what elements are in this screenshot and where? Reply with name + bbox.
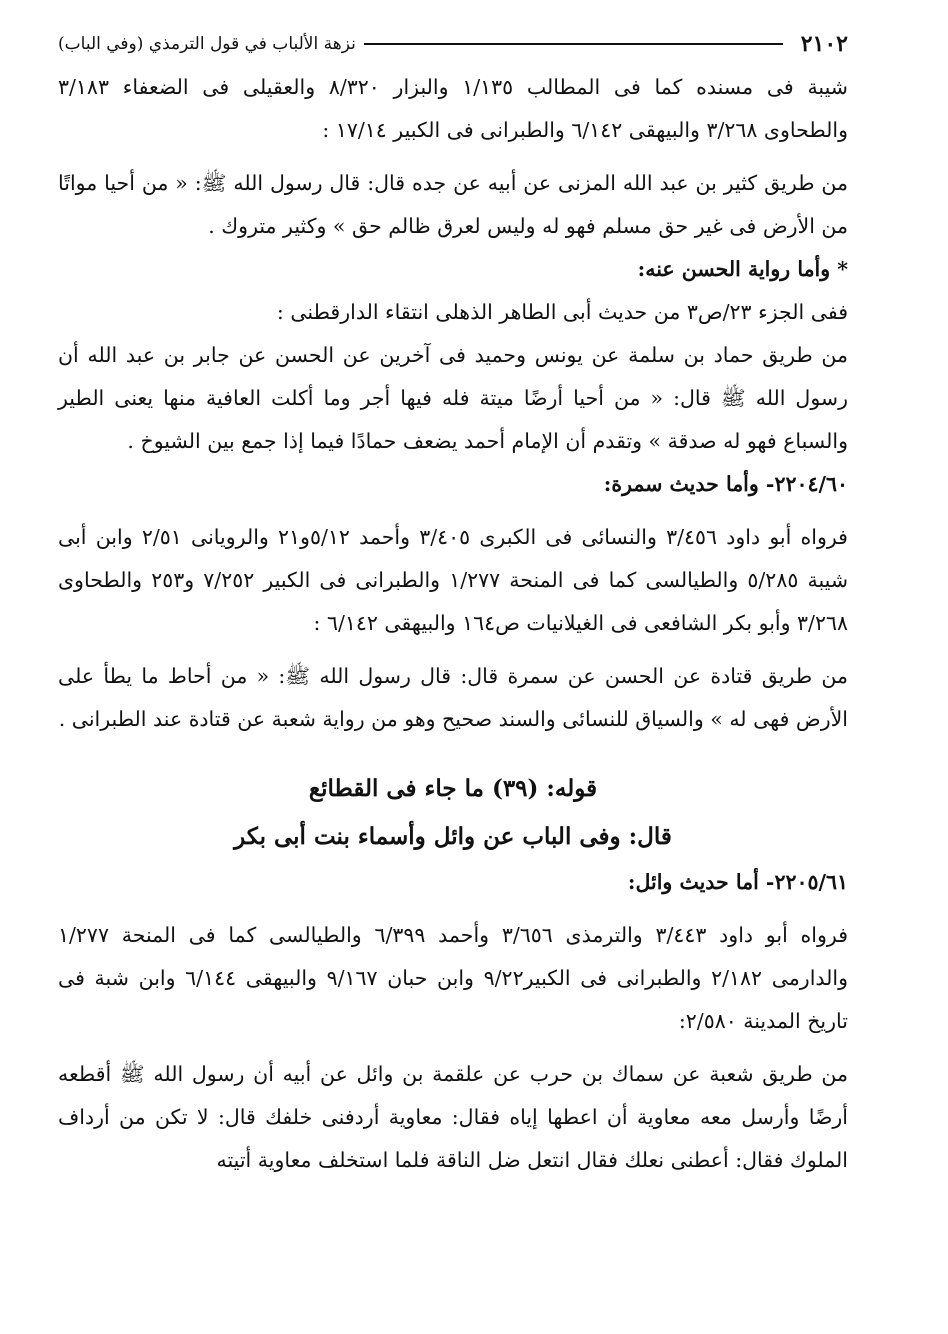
page-number: ٢١٠٢ <box>800 31 848 57</box>
paragraph-hadith-samura: من طريق قتادة عن الحسن عن سمرة قال: قال رسول الله ﷺ: « من أحاط ما يطأ على الأرض فهى له » والسياق للنسائى والسند صحيح وهو من رواية شعبة عن قتادة عند الطبرانى . <box>58 664 848 731</box>
header-rule <box>364 43 783 45</box>
heading-hasan-narration: * وأما رواية الحسن عنه: <box>637 257 848 281</box>
paragraph-sources-1: شيبة فى مسنده كما فى المطالب ١/١٣٥ والبزار ٨/٣٢٠ والعقيلى فى الضعفاء ٣/١٨٣ والطحاوى ٣/٢٦٨ والبيهقى ٦/١٤٢ والطبرانى فى الكبير ١٧/١٤ : <box>58 75 848 142</box>
chapter-title: قوله: (٣٩) ما جاء فى القطائع <box>308 775 598 802</box>
paragraph-samura-sources: فرواه أبو داود ٣/٤٥٦ والنسائى فى الكبرى ٣/٤٠٥ وأحمد ٥/١٢و٢١ والرويانى ٢/٥١ وابن أبى شيبة ٥/٢٨٥ والطيالسى كما فى المنحة ١/٢٧٧ والطبرانى فى الكبير ٧/٢٥٢ و٢٥٣ والطحاوى ٣/٢٦٨ وأبو بكر الشافعى فى الغيلانيات ص١٦٤ والبيهقى ٦/١٤٢ : <box>58 525 848 635</box>
paragraph-juz-source: ففى الجزء ٢٣/ص٣ من حديث أبى الطاهر الذهلى انتقاء الدارقطنى : <box>276 300 848 324</box>
chapter-subtitle: قال: وفى الباب عن وائل وأسماء بنت أبى بكر <box>234 823 672 850</box>
running-title: نزهة الألباب في قول الترمذي (وفي الباب) <box>58 34 356 54</box>
paragraph-hadith-jabir: من طريق حماد بن سلمة عن يونس وحميد فى آخرين عن الحسن عن جابر بن عبد الله أن رسول الله ﷺ قال: « من أحيا أرضًا ميتة فله فيها أجر وما أكلت العافية منها يعنى الطير والسباع فهو له صدقة » وتقدم أن الإمام أحمد يضعف حمادًا فيما إذا جمع بين الشيوخ . <box>58 343 848 453</box>
paragraph-hadith-wail: من طريق شعبة عن سماك بن حرب عن علقمة بن وائل عن أبيه أن رسول الله ﷺ أقطعه أرضًا وأرسل معه معاوية أن اعطها إياه فقال: معاوية أردفنى خلفك قال: لا تكن من أرداف الملوك فقال: أعطنى نعلك فقال انتعل ضل الناقة فلما استخلف معاوية أتيته <box>58 1062 848 1172</box>
heading-samura-hadith: ٢٢٠٤/٦٠- وأما حديث سمرة: <box>603 472 848 496</box>
paragraph-hadith-kathir: من طريق كثير بن عبد الله المزنى عن أبيه عن جده قال: قال رسول الله ﷺ: « من أحيا مواتًا من الأرض فى غير حق مسلم فهو له وليس لعرق ظالم حق » وكثير متروك . <box>58 171 848 238</box>
heading-wail-hadith: ٢٢٠٥/٦١- أما حديث وائل: <box>627 870 848 894</box>
running-header <box>58 24 848 64</box>
book-page <box>58 24 848 1324</box>
paragraph-wail-sources: فرواه أبو داود ٣/٤٤٣ والترمذى ٣/٦٥٦ وأحمد ٦/٣٩٩ والطيالسى كما فى المنحة ١/٢٧٧ والدارمى ٢/١٨٢ والطبرانى فى الكبير٩/٢٢ وابن حبان ٩/١٦٧ والبيهقى ٦/١٤٤ وابن شبة فى تاريخ المدينة ٢/٥٨٠: <box>58 923 848 1033</box>
